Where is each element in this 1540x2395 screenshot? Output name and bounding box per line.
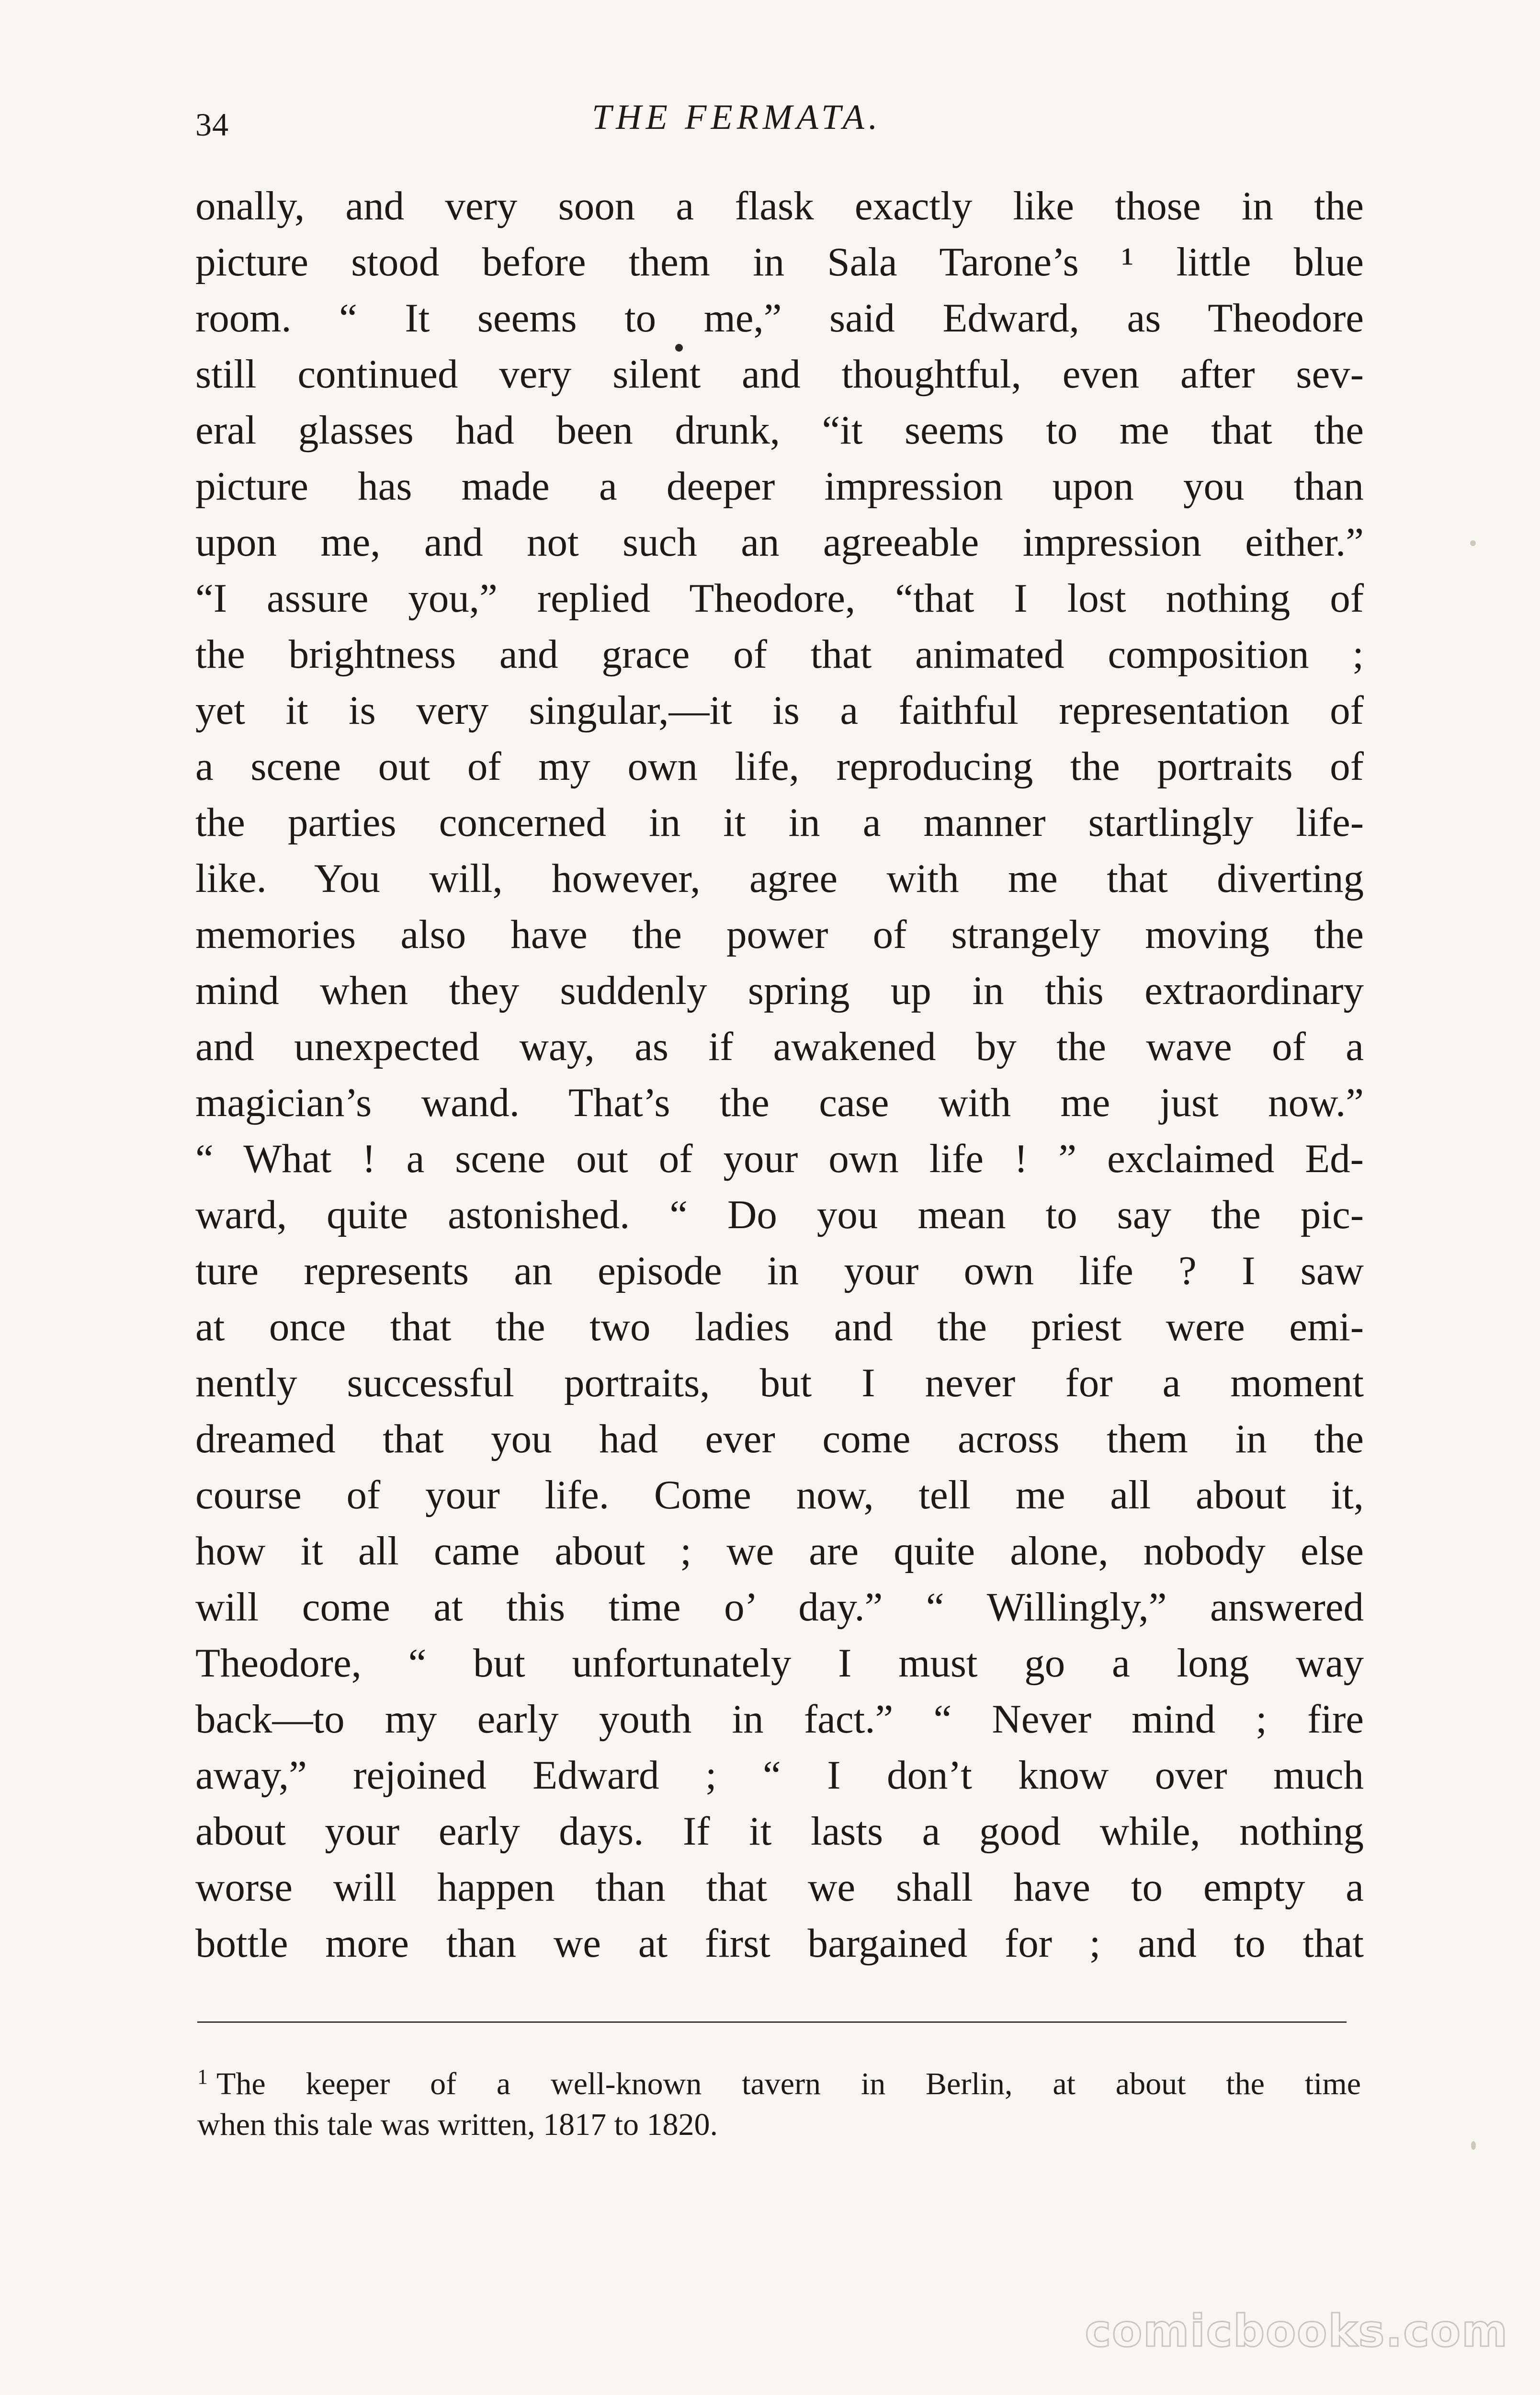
page-number: 34 (195, 106, 229, 143)
running-title: THE FERMATA. (592, 98, 882, 137)
text-line: will come at this time o’ day.” “ Willingly,” answered (195, 1585, 1364, 1630)
text-line: away,” rejoined Edward ; “ I don’t know over much (195, 1753, 1364, 1798)
text-line: memories also have the power of strangely moving the (195, 912, 1364, 957)
footnote-text: The keeper of a well-known tavern in Berlin, at about the time (216, 2066, 1361, 2101)
text-line: ture represents an episode in your own life ? I saw (195, 1248, 1364, 1293)
text-line: yet it is very singular,—it is a faithful representation of (195, 688, 1364, 733)
paper-speck (1471, 2141, 1476, 2150)
text-line: worse will happen than that we shall have to empty a (195, 1865, 1364, 1910)
text-line: bottle more than we at first bargained for ; and to that (195, 1921, 1364, 1966)
footnote-line: when this tale was written, 1817 to 1820. (197, 2107, 718, 2142)
text-line: picture has made a deeper impression upon you than (195, 464, 1364, 509)
text-line: and unexpected way, as if awakened by the wave of a (195, 1024, 1364, 1069)
text-line: mind when they suddenly spring up in this extraordinary (195, 968, 1364, 1013)
footnote (197, 2053, 1361, 2149)
text-line: magician’s wand. That’s the case with me just now.” (195, 1080, 1364, 1125)
text-line: eral glasses had been drunk, “it seems to me that the (195, 408, 1364, 453)
text-line: “ What ! a scene out of your own life ! ” exclaimed Ed- (195, 1136, 1364, 1181)
footnote-marker: 1 (197, 2065, 208, 2088)
text-line: dreamed that you had ever come across them in the (195, 1416, 1364, 1461)
text-line: at once that the two ladies and the priest were emi- (195, 1304, 1364, 1349)
paper-speck (1470, 540, 1476, 546)
text-line: nently successful portraits, but I never for a moment (195, 1360, 1364, 1405)
text-line: course of your life. Come now, tell me all about it, (195, 1472, 1364, 1517)
text-line: still continued very silent and thoughtful, even after sev- (195, 352, 1364, 397)
text-line: picture stood before them in Sala Tarone’s ¹ little blue (195, 240, 1364, 285)
text-line: “I assure you,” replied Theodore, “that I lost nothing of (195, 576, 1364, 621)
watermark: comicbooks.com (1085, 2305, 1508, 2357)
text-line: the brightness and grace of that animated composition ; (195, 632, 1364, 677)
text-line: how it all came about ; we are quite alone, nobody else (195, 1528, 1364, 1574)
text-line: upon me, and not such an agreeable impression either.” (195, 520, 1364, 565)
paper-speck (675, 344, 683, 352)
text-line: Theodore, “ but unfortunately I must go a long way (195, 1641, 1364, 1686)
text-line: onally, and very soon a flask exactly like those in the (195, 183, 1364, 228)
text-line: back—to my early youth in fact.” “ Never mind ; fire (195, 1697, 1364, 1742)
text-line: a scene out of my own life, reproducing the portraits of (195, 744, 1364, 789)
text-line: the parties concerned in it in a manner startlingly life- (195, 800, 1364, 845)
footnote-line (197, 2053, 1361, 2101)
text-line: room. “ It seems to me,” said Edward, as Theodore (195, 296, 1364, 341)
body-text (195, 178, 1364, 1972)
text-line: ward, quite astonished. “ Do you mean to say the pic- (195, 1192, 1364, 1237)
footnote-divider (197, 2021, 1347, 2023)
text-line: like. You will, however, agree with me that diverting (195, 856, 1364, 901)
text-line: about your early days. If it lasts a good while, nothing (195, 1809, 1364, 1854)
